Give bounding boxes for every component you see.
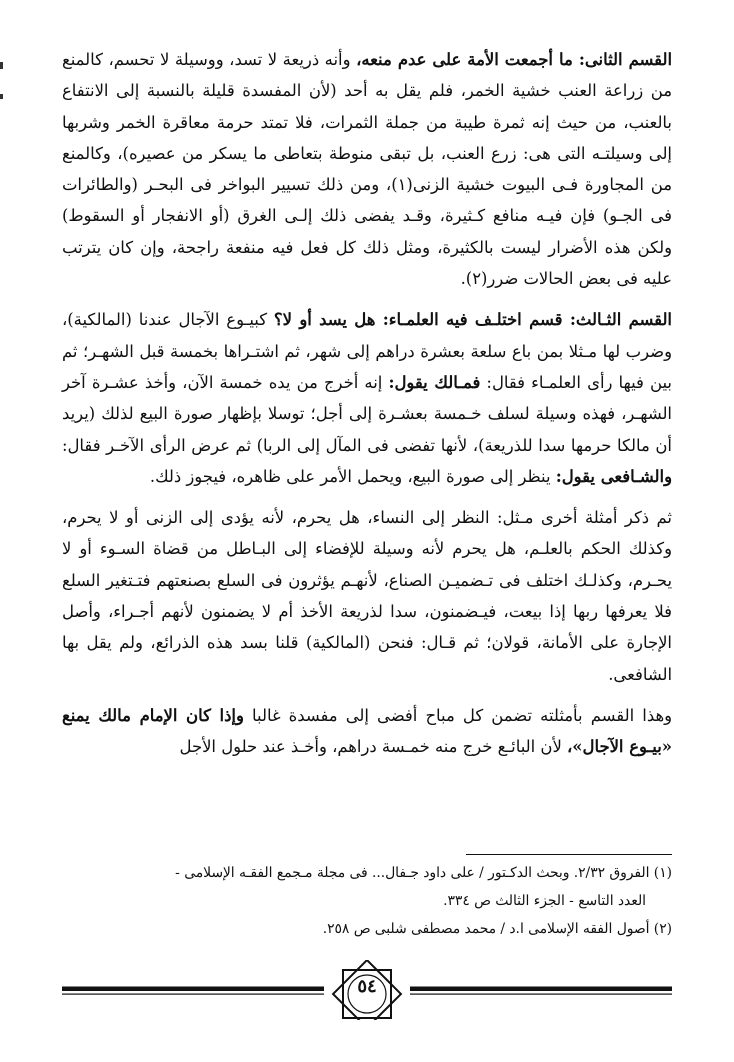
margin-mark xyxy=(0,94,3,99)
left-rule-thick xyxy=(62,987,324,992)
footnote-2: (٢) أصول الفقه الإسلامى ا.د / محمد مصطفى شلبى ص ٢٥٨. xyxy=(322,921,672,937)
section-two-heading: القسم الثانى: ما أجمعت الأمة على عدم منعه، xyxy=(356,50,673,69)
footnote-separator xyxy=(466,854,672,855)
main-text xyxy=(62,44,672,763)
left-rule-thin xyxy=(62,994,324,995)
right-rule-thin xyxy=(410,994,672,995)
page-number: ٥٤ xyxy=(357,976,377,997)
margin-mark xyxy=(0,62,3,69)
footnote-1: (١) الفروق ٢/٣٢. وبحث الدكـتور / على داود جـفال... فى مجلة مـجمع الفقـه الإسلامى - xyxy=(175,865,672,881)
paragraph-section-three: القسم الثـالث: قسم اختلـف فيه العلمـاء: هل يسد أو لا؟ كبيـوع الآجال عندنا (المالكية)، وضرب لها مـثلا بمن باع سلعة بعشرة دراهم إلى شهر، ثم اشتـراها بخمسة قبل الشهـر؛ ثم بين فيها رأى العلمـاء فقال: فمـالك يقول: إنه أخرج من يده خمسة الآن، وأخذ عشـرة آخر الشهـر، فهذه وسيلة لسلف خـمسة بعشـرة إلى أجل؛ توسلا بإظهار صورة البيع لذلك (يريد أن مالكا حرمها سدا للذريعة)، لأنها تفضى فى المآل إلى الربا) ثم عرض الرأى الآخـر فقال: والشـافعى يقول: ينظر إلى صورة البيع، ويحمل الأمر على ظاهره، فيجوز ذلك. xyxy=(62,310,672,486)
malik-says: فمـالك يقول: xyxy=(388,372,481,392)
section-three-heading: القسم الثـالث: قسم اختلـف فيه العلمـاء: هل يسد أو لا؟ xyxy=(273,310,672,330)
paragraph-conclusion: وهذا القسم بأمثلته تضمن كل مباح أفضى إلى مفسدة غالبا وإذا كان الإمام مالك يمنع «بيـوع الآجال»، لأن البائـع خرج منه خمـسة دراهم، وأخـذ عند حلول الأجل xyxy=(62,705,672,757)
paragraph-other-examples: ثم ذكر أمثلة أخرى مـثل: النظر إلى النساء، هل يحرم، لأنه يؤدى إلى الزنى أو لا يحرم، وكذلك الحكم بالعلـم، هل يحرم لأنه وسيلة للإفضاء إلى البـاطل من قضاة السـوء أو لا يحـرم، وكذلـك اختلف فى تـضميـن الصناع، لأنهـم يؤثرون فى السلع بصنعتهم فتـتغير السلع فلا يعرفها ربها إذا بيعت، فيـضمنون، سدا لذريعة الأخذ أم لا يضمنون لأنهم أجـراء، وأصل الإجارة على الأمانة، قولان؛ ثم قـال: فنحن (المالكية) قلنا بسد هذه الذرائع، ولم يقل بها الشافعى. xyxy=(62,508,672,684)
conclusion-bold: وإذا كان الإمام مالك يمنع «بيـوع الآجال»، xyxy=(62,705,672,757)
paragraph-section-two: القسم الثانى: ما أجمعت الأمة على عدم منعه، وأنه ذريعة لا تسد، ووسيلة لا تحسم، كالمنع من زراعة العنب خشية الخمر، فلم يقل به أحد (لأن المفسدة قليلة بالنسبة إلى الانتفاع بالعنب، من حيث إنه ثمرة طيبة من جملة الثمرات، فلا تمتد حرمة معاقرة الخمر وشربها إلى وسيلتـه التى هى: زرع العنب، بل تبقى منوطة بتعاطى ما يسكر من عصيره)، وكالمنع من المجاورة فـى البيوت خشية الزنى(١)، ومن ذلك تسيير البواخر فى البحـر (والطائرات فى الجـو) فإن فيـه منافع كـثيرة، وقـد يفضى ذلك إلـى الغرق (أو الانفجار أو السقوط) ولكن هذه الأضرار ليست بالكثيرة، ومثل ذلك كل فعل فيه منفعة راجحة، وإن كان يترتب عليه فى بعض الحالات ضرر(٢). xyxy=(62,50,673,289)
right-rule-thick xyxy=(410,987,672,992)
shafii-says: والشـافعى يقول: xyxy=(555,466,672,486)
footnotes xyxy=(62,859,672,943)
footnote-1-continued: العدد التاسع - الجزء الثالث ص ٣٣٤. xyxy=(443,893,646,909)
